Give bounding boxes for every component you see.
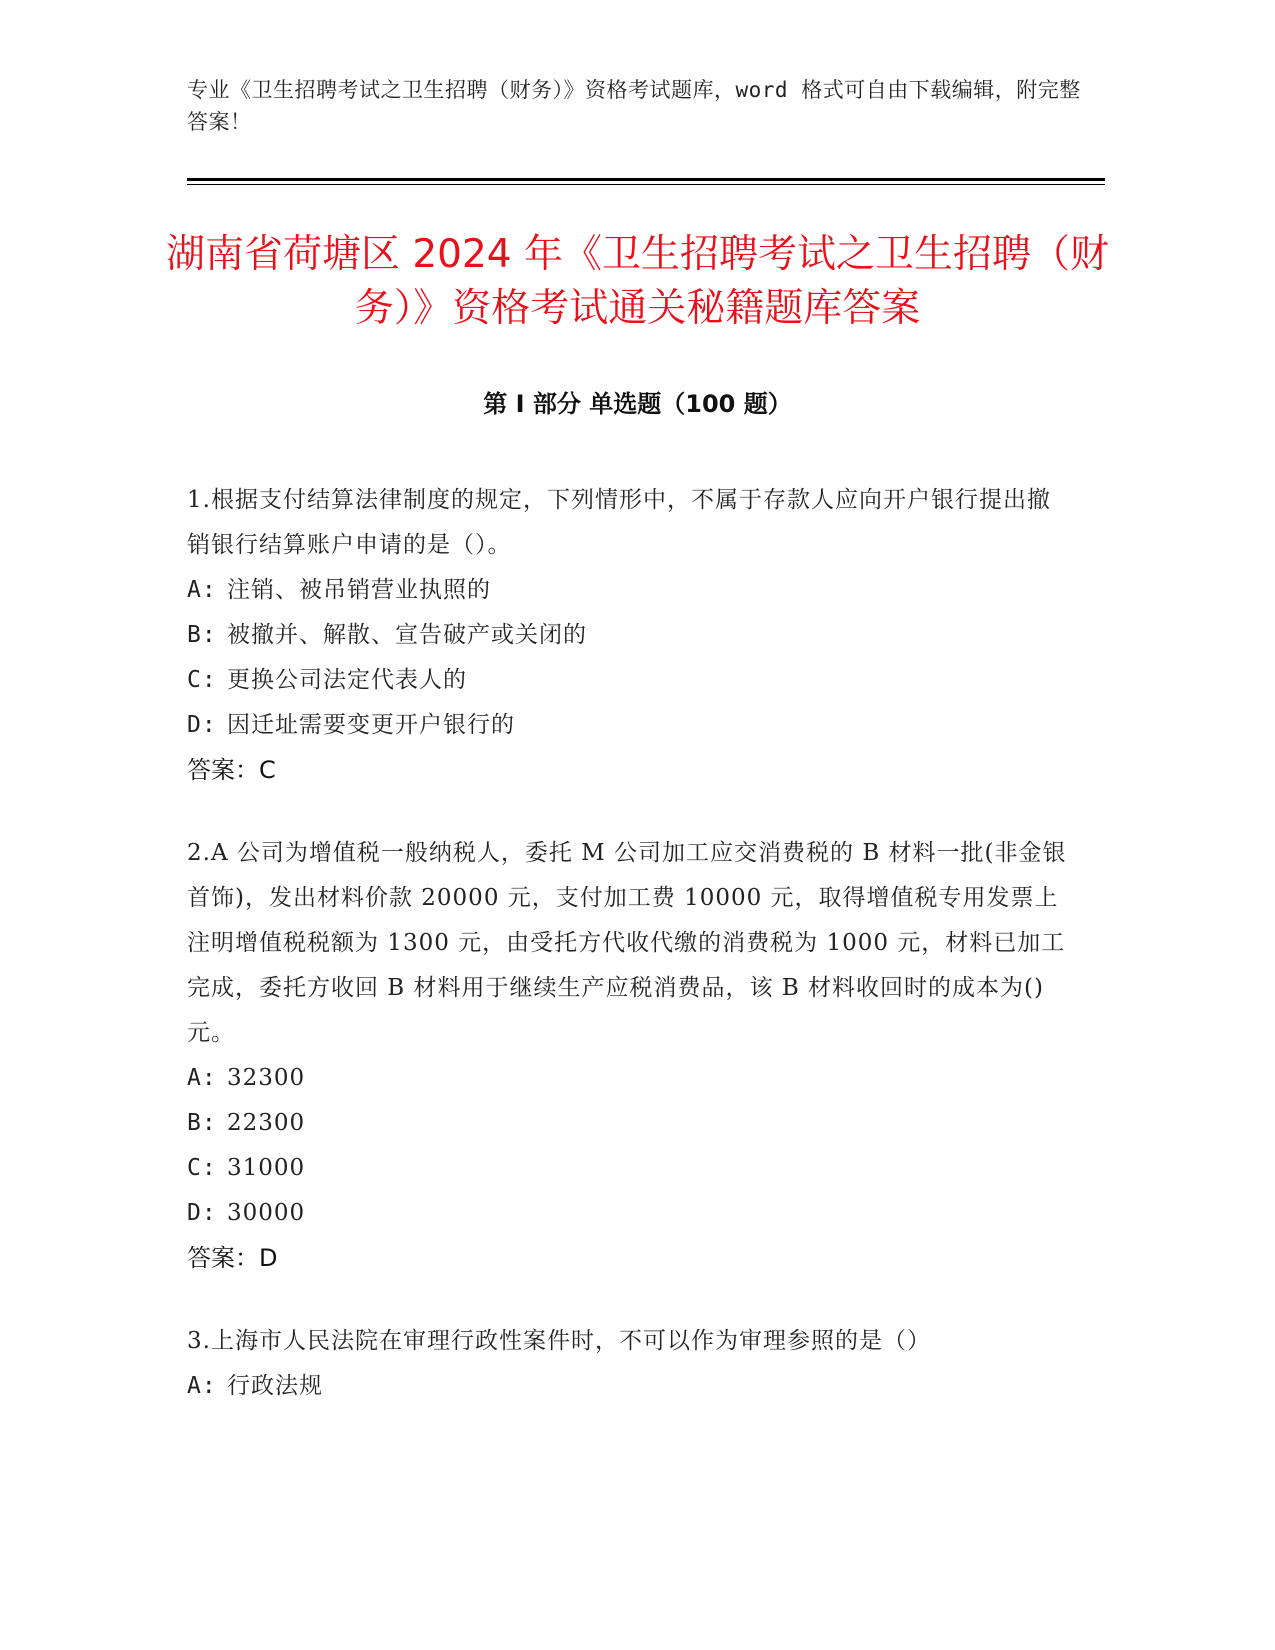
option-d xyxy=(187,703,1067,748)
page-header: 专业《卫生招聘考试之卫生招聘（财务）》资格考试题库，word 格式可自由下载编辑，附完整答案！ xyxy=(187,78,1081,134)
option-b xyxy=(187,1101,1067,1146)
document-title: 湖南省荷塘区 2024 年《卫生招聘考试之卫生招聘（财务）》资格考试通关秘籍题库答案 xyxy=(165,232,1110,331)
option-letter: C: xyxy=(187,667,217,693)
question-3 xyxy=(187,1319,1067,1409)
option-text: 22300 xyxy=(227,1110,306,1136)
option-d xyxy=(187,1191,1067,1236)
option-text: 32300 xyxy=(227,1065,306,1091)
option-letter: D: xyxy=(187,712,217,738)
option-b xyxy=(187,613,1067,658)
option-a xyxy=(187,1364,1067,1409)
option-letter: B: xyxy=(187,1110,217,1136)
option-letter: A: xyxy=(187,577,217,603)
question-1 xyxy=(187,478,1067,793)
option-text: 被撤并、解散、宣告破产或关闭的 xyxy=(227,622,587,648)
option-text: 注销、被吊销营业执照的 xyxy=(227,577,491,603)
option-text: 因迁址需要变更开户银行的 xyxy=(227,712,515,738)
answer: 答案：D xyxy=(187,1244,278,1272)
header-divider-thick xyxy=(187,178,1105,181)
option-letter: A: xyxy=(187,1065,217,1091)
header-divider-thin xyxy=(187,184,1105,185)
option-letter: B: xyxy=(187,622,217,648)
question-stem: 3.上海市人民法院在审理行政性案件时，不可以作为审理参照的是（） xyxy=(187,1328,931,1354)
option-text: 31000 xyxy=(227,1155,306,1181)
question-stem: 2.A 公司为增值税一般纳税人，委托 M 公司加工应交消费税的 B 材料一批(非金银首饰)，发出材料价款 20000 元，支付加工费 10000 元，取得增值税专用发票上注明增值税税额为 1300 元，由受托方代收代缴的消费税为 1000 元，材料已加工完成，委托方收回 B 材料用于继续生产应税消费品，该 B 材料收回时的成本为()元。 xyxy=(187,840,1067,1046)
option-a xyxy=(187,568,1067,613)
option-text: 更换公司法定代表人的 xyxy=(227,667,467,693)
option-letter: D: xyxy=(187,1200,217,1226)
option-text: 行政法规 xyxy=(227,1373,323,1399)
option-a xyxy=(187,1056,1067,1101)
question-list xyxy=(187,478,1067,1447)
question-stem: 1.根据支付结算法律制度的规定，下列情形中，不属于存款人应向开户银行提出撤销银行结算账户申请的是（）。 xyxy=(187,487,1051,558)
question-2 xyxy=(187,831,1067,1281)
option-letter: C: xyxy=(187,1155,217,1181)
section-heading: 第 I 部分 单选题（100 题） xyxy=(483,390,792,418)
option-c xyxy=(187,1146,1067,1191)
option-letter: A: xyxy=(187,1373,217,1399)
option-c xyxy=(187,658,1067,703)
answer: 答案：C xyxy=(187,756,276,784)
option-text: 30000 xyxy=(227,1200,306,1226)
